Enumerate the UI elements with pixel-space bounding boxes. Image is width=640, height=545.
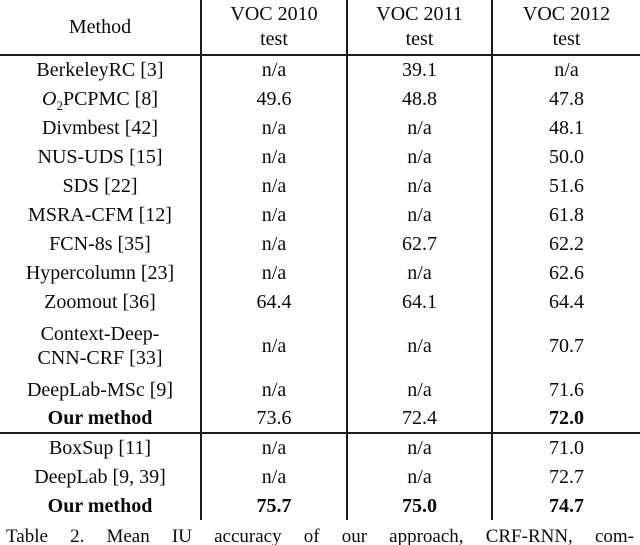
voc2012-cell: 51.6 (492, 171, 640, 200)
method-line1: Context-Deep- (40, 322, 160, 345)
voc2011-cell: n/a (347, 375, 492, 404)
voc2011-cell: 62.7 (347, 229, 492, 258)
voc2012-cell: 64.4 (492, 287, 640, 316)
voc2012-cell: 61.8 (492, 200, 640, 229)
method-cell: Our method (0, 404, 201, 433)
voc2010-cell: n/a (201, 55, 347, 84)
voc2011-cell: n/a (347, 142, 492, 171)
voc2010-cell: n/a (201, 433, 347, 462)
voc2011-cell: n/a (347, 200, 492, 229)
voc2012-cell: 72.0 (492, 404, 640, 433)
voc2010-cell: n/a (201, 142, 347, 171)
method-line2: CNN-CRF [33] (37, 346, 163, 369)
voc2010-cell: 73.6 (201, 404, 347, 433)
voc2011-cell: n/a (347, 433, 492, 462)
voc2012-cell: 71.6 (492, 375, 640, 404)
col-header-method: Method (0, 0, 201, 55)
table-row (0, 433, 640, 462)
voc2012-cell: 62.2 (492, 229, 640, 258)
method-cell (0, 84, 201, 113)
method-cell: SDS [22] (62, 174, 138, 197)
method-cell: NUS-UDS [15] (37, 145, 163, 168)
voc2010-cell: n/a (201, 462, 347, 491)
voc2010-cell: n/a (201, 375, 347, 404)
col-header-voc2012 (492, 0, 640, 55)
table-row (0, 229, 640, 258)
method-cell: BerkeleyRC [3] (36, 59, 164, 81)
table-header-row (0, 0, 640, 55)
method-cell: MSRA-CFM [12] (28, 203, 172, 226)
voc2011-cell: n/a (347, 462, 492, 491)
voc2010-cell: n/a (201, 171, 347, 200)
voc2011-cell: 75.0 (347, 491, 492, 520)
voc2012-cell: 74.7 (492, 491, 640, 520)
method-cell: Divmbest [42] (41, 116, 159, 139)
col-header-voc2010-line1: VOC 2010 (230, 3, 318, 25)
voc2011-cell: 72.4 (347, 404, 492, 433)
voc2010-cell: n/a (201, 316, 347, 375)
method-cell: Hypercolumn [23] (25, 261, 175, 284)
voc2011-cell: n/a (347, 113, 492, 142)
col-header-voc2011-line1: VOC 2011 (376, 3, 463, 25)
voc2011-cell: n/a (347, 258, 492, 287)
col-header-voc2010 (201, 0, 347, 55)
voc2012-cell: 50.0 (492, 142, 640, 171)
table-row (0, 375, 640, 404)
table-row (0, 316, 640, 375)
col-header-voc2011-line2: test (405, 28, 434, 50)
voc2011-cell: n/a (347, 316, 492, 375)
voc2012-cell: 48.1 (492, 113, 640, 142)
voc2010-cell: n/a (201, 200, 347, 229)
voc2012-cell: 71.0 (492, 433, 640, 462)
method-cell (0, 316, 201, 375)
table-row (0, 462, 640, 491)
table-row (0, 55, 640, 84)
method-math-symbol: O (42, 87, 57, 110)
voc2011-cell: 48.8 (347, 84, 492, 113)
table-row (0, 404, 640, 433)
col-header-voc2010-line2: test (260, 28, 288, 50)
voc2012-cell: 72.7 (492, 462, 640, 491)
voc2010-cell: 75.7 (201, 491, 347, 520)
method-label: PCPMC [8] (62, 87, 158, 110)
voc2012-cell: 62.6 (492, 258, 640, 287)
table-row (0, 171, 640, 200)
voc2011-cell: n/a (347, 171, 492, 200)
voc2010-cell: 49.6 (201, 84, 347, 113)
method-cell: BoxSup [11] (48, 437, 152, 459)
voc2010-cell: n/a (201, 258, 347, 287)
table-row (0, 142, 640, 171)
method-cell: Zoomout [36] (44, 290, 156, 313)
table-caption: Table 2. Mean IU accuracy of our approach, CRF-RNN, com- (6, 526, 634, 545)
col-header-voc2012-line2: test (552, 28, 581, 50)
method-cell: DeepLab-MSc [9] (26, 378, 174, 401)
voc2011-cell: 39.1 (347, 55, 492, 84)
voc2012-cell: 47.8 (492, 84, 640, 113)
table-row (0, 200, 640, 229)
col-header-voc2012-line1: VOC 2012 (522, 3, 611, 25)
table-row (0, 84, 640, 113)
method-subscript: 2 (56, 97, 63, 113)
voc2010-cell: 64.4 (201, 287, 347, 316)
voc2012-cell: 70.7 (492, 316, 640, 375)
voc2010-cell: n/a (201, 113, 347, 142)
method-cell: FCN-8s [35] (49, 232, 151, 255)
table-row (0, 287, 640, 316)
voc2012-cell: n/a (492, 55, 640, 84)
col-header-voc2011 (347, 0, 492, 55)
method-cell: DeepLab [9, 39] (34, 465, 166, 488)
table-row (0, 258, 640, 287)
voc2011-cell: 64.1 (347, 287, 492, 316)
table-row (0, 491, 640, 520)
method-cell: Our method (47, 494, 153, 517)
voc2010-cell: n/a (201, 229, 347, 258)
table-row (0, 113, 640, 142)
